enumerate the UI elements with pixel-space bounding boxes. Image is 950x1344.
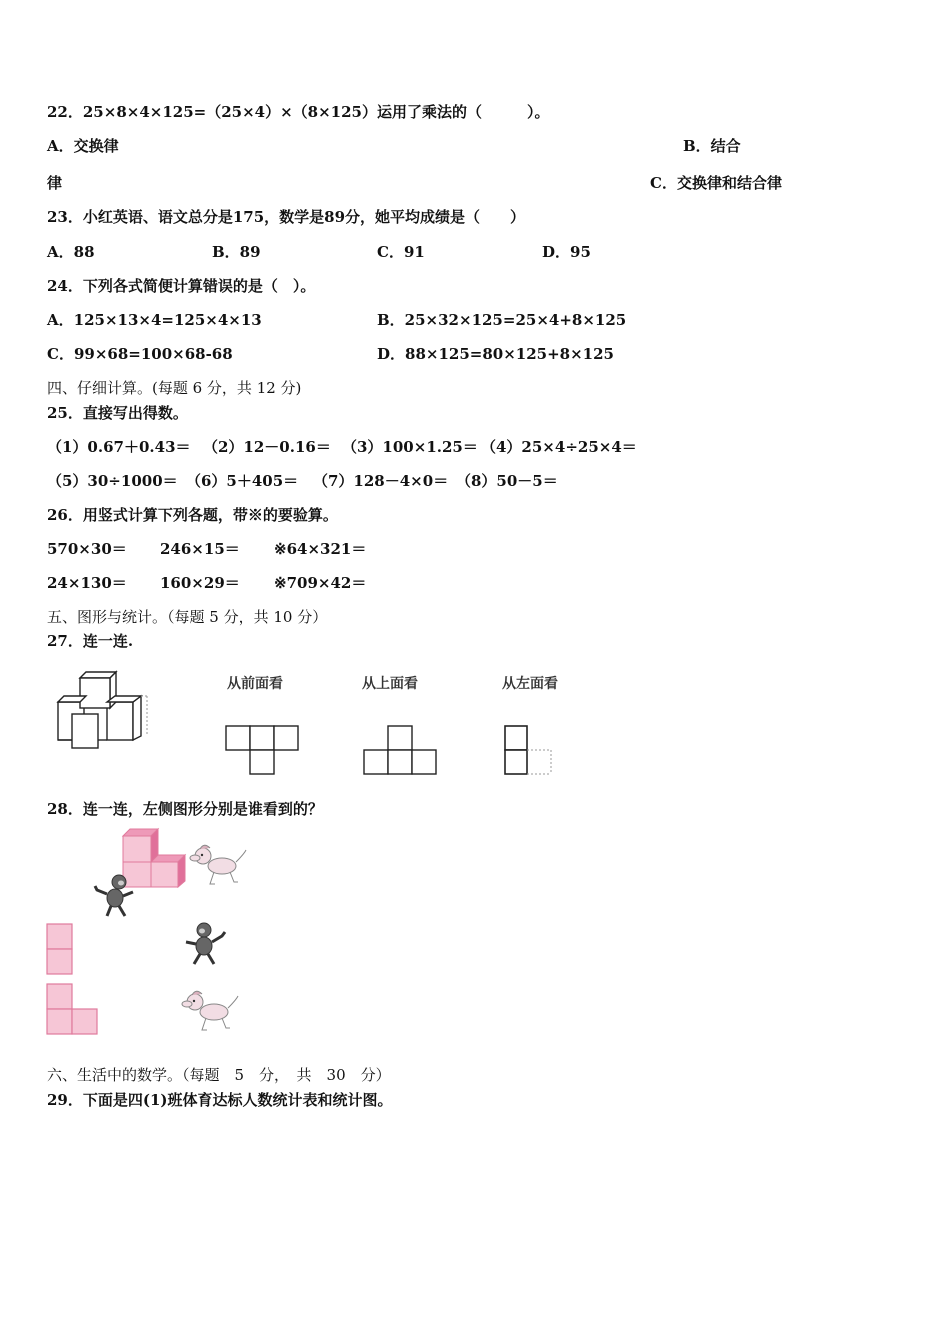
q27-label-front: 从前面看 bbox=[227, 676, 283, 692]
q26-stem: 26．用竖式计算下列各题，带※的要验算。 bbox=[47, 506, 338, 524]
q29-stem: 29．下面是四(1)班体育达标人数统计表和统计图。 bbox=[47, 1091, 393, 1109]
q26-item-1: 570×30＝ bbox=[47, 540, 127, 558]
q25-item-7: （7）128－4×0＝ bbox=[313, 472, 449, 490]
q27-left-view bbox=[503, 724, 555, 776]
q26-item-5: 160×29＝ bbox=[160, 574, 240, 592]
q26-item-4: 24×130＝ bbox=[47, 574, 127, 592]
q23-option-c: C．91 bbox=[377, 243, 425, 261]
q22-option-c: C．交换律和结合律 bbox=[650, 174, 782, 192]
q22-stem: 22．25×8×4×125=（25×4）×（8×125）运用了乘法的（ ）。 bbox=[47, 103, 550, 121]
q25-item-6: （6）5＋405＝ bbox=[186, 472, 299, 490]
section-6-heading: 六、生活中的数学。（每题 5 分， 共 30 分） bbox=[47, 1066, 391, 1084]
q27-stem: 27．连一连. bbox=[47, 632, 134, 650]
q24-option-b: B．25×32×125=25×4+8×125 bbox=[377, 311, 627, 329]
q26-item-3: ※64×321＝ bbox=[274, 540, 367, 558]
q23-option-b: B．89 bbox=[212, 243, 261, 261]
q23-stem: 23．小红英语、语文总分是175，数学是89分，她平均成绩是（ ） bbox=[47, 208, 526, 226]
q27-front-view bbox=[224, 724, 300, 776]
q27-label-top: 从上面看 bbox=[362, 676, 418, 692]
dog-icon bbox=[182, 990, 240, 1034]
dog-icon bbox=[190, 842, 248, 886]
q27-block-figure bbox=[50, 668, 150, 750]
q25-item-3: （3）100×1.25＝ bbox=[342, 438, 478, 456]
q24-stem: 24．下列各式简便计算错误的是（ ）。 bbox=[47, 277, 316, 295]
q25-item-1: （1）0.67＋0.43＝ bbox=[47, 438, 191, 456]
section-5-heading: 五、图形与统计。（每题 5 分，共 10 分） bbox=[47, 608, 328, 626]
section-4-heading: 四、仔细计算。(每题 6 分，共 12 分) bbox=[47, 379, 302, 397]
q24-option-c: C．99×68=100×68-68 bbox=[47, 345, 233, 363]
q28-stem: 28．连一连，左侧图形分别是谁看到的？ bbox=[47, 800, 323, 818]
q25-stem: 25．直接写出得数。 bbox=[47, 404, 188, 422]
monkey-icon bbox=[182, 920, 228, 966]
q24-option-a: A．125×13×4=125×4×13 bbox=[47, 311, 262, 329]
q23-option-d: D．95 bbox=[542, 243, 591, 261]
q25-item-2: （2）12－0.16＝ bbox=[203, 438, 331, 456]
q27-top-view bbox=[362, 724, 438, 776]
q22-option-a: A．交换律 bbox=[47, 137, 119, 155]
q25-item-5: （5）30÷1000＝ bbox=[47, 472, 178, 490]
q23-option-a: A．88 bbox=[47, 243, 95, 261]
q22-option-b-wrap: 律 bbox=[47, 174, 63, 192]
monkey-icon bbox=[93, 872, 137, 918]
q22-option-b: B．结合 bbox=[683, 137, 741, 155]
q25-item-8: （8）50－5＝ bbox=[456, 472, 558, 490]
q26-item-2: 246×15＝ bbox=[160, 540, 240, 558]
q27-label-left: 从左面看 bbox=[502, 676, 558, 692]
q28-view-vertical bbox=[45, 922, 75, 976]
q25-item-4: （4）25×4÷25×4＝ bbox=[481, 438, 637, 456]
q26-item-6: ※709×42＝ bbox=[274, 574, 367, 592]
q28-view-l-shape bbox=[45, 982, 101, 1036]
q24-option-d: D．88×125=80×125+8×125 bbox=[377, 345, 614, 363]
